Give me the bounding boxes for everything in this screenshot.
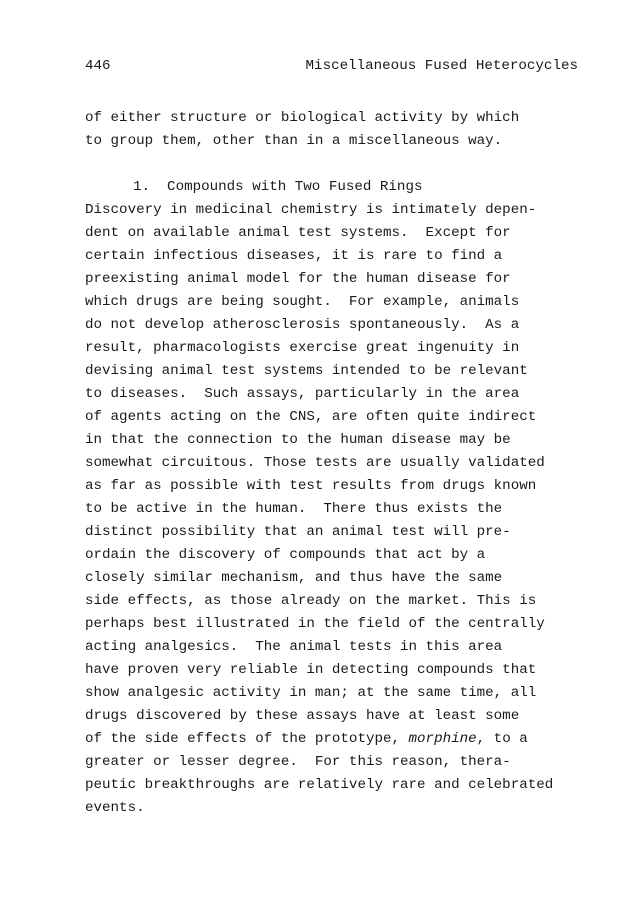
text-line: to diseases. Such assays, particularly in the area: [85, 386, 520, 402]
text-line: have proven very reliable in detecting compounds that: [85, 662, 537, 678]
text-segment: of the side effects of the prototype,: [85, 731, 409, 747]
text-line: to group them, other than in a miscellaneous way.: [85, 133, 503, 149]
text-line: acting analgesics. The animal tests in this area: [85, 639, 503, 655]
text-line: side effects, as those already on the market. This is: [85, 593, 537, 609]
text-line: closely similar mechanism, and thus have the same: [85, 570, 503, 586]
text-line: preexisting animal model for the human disease for: [85, 271, 511, 287]
text-line: as far as possible with test results from drugs known: [85, 478, 537, 494]
page-number: 446: [85, 58, 111, 74]
text-line: which drugs are being sought. For example, animals: [85, 294, 520, 310]
text-line: result, pharmacologists exercise great ingenuity in: [85, 340, 520, 356]
page-header: [85, 56, 578, 76]
section-heading: 1. Compounds with Two Fused Rings: [133, 179, 423, 195]
text-line: in that the connection to the human disease may be: [85, 432, 511, 448]
text-line: dent on available animal test systems. Except for: [85, 225, 511, 241]
text-segment: , to a: [476, 731, 528, 747]
text-line: somewhat circuitous. Those tests are usually validated: [85, 455, 545, 471]
text-line: drugs discovered by these assays have at least some: [85, 708, 520, 724]
text-line: perhaps best illustrated in the field of the centrally: [85, 616, 545, 632]
text-line: events.: [85, 800, 145, 816]
text-line: distinct possibility that an animal test will pre-: [85, 524, 511, 540]
text-line: devising animal test systems intended to be relevant: [85, 363, 528, 379]
text-line: peutic breakthroughs are relatively rare and celebrated: [85, 777, 554, 793]
text-line: of either structure or biological activity by which: [85, 110, 520, 126]
text-line: greater or lesser degree. For this reason, thera-: [85, 754, 511, 770]
text-line: of agents acting on the CNS, are often quite indirect: [85, 409, 537, 425]
text-line: certain infectious diseases, it is rare to find a: [85, 248, 503, 264]
running-title: Miscellaneous Fused Heterocycles: [305, 58, 578, 74]
text-line: to be active in the human. There thus exists the: [85, 501, 503, 517]
text-line: show analgesic activity in man; at the same time, all: [85, 685, 537, 701]
text-line: ordain the discovery of compounds that act by a: [85, 547, 486, 563]
text-line: Discovery in medicinal chemistry is intimately depen-: [85, 202, 537, 218]
text-line-morphine: [85, 729, 528, 749]
text-line: do not develop atherosclerosis spontaneously. As a: [85, 317, 520, 333]
italic-term-morphine: morphine: [408, 731, 477, 747]
